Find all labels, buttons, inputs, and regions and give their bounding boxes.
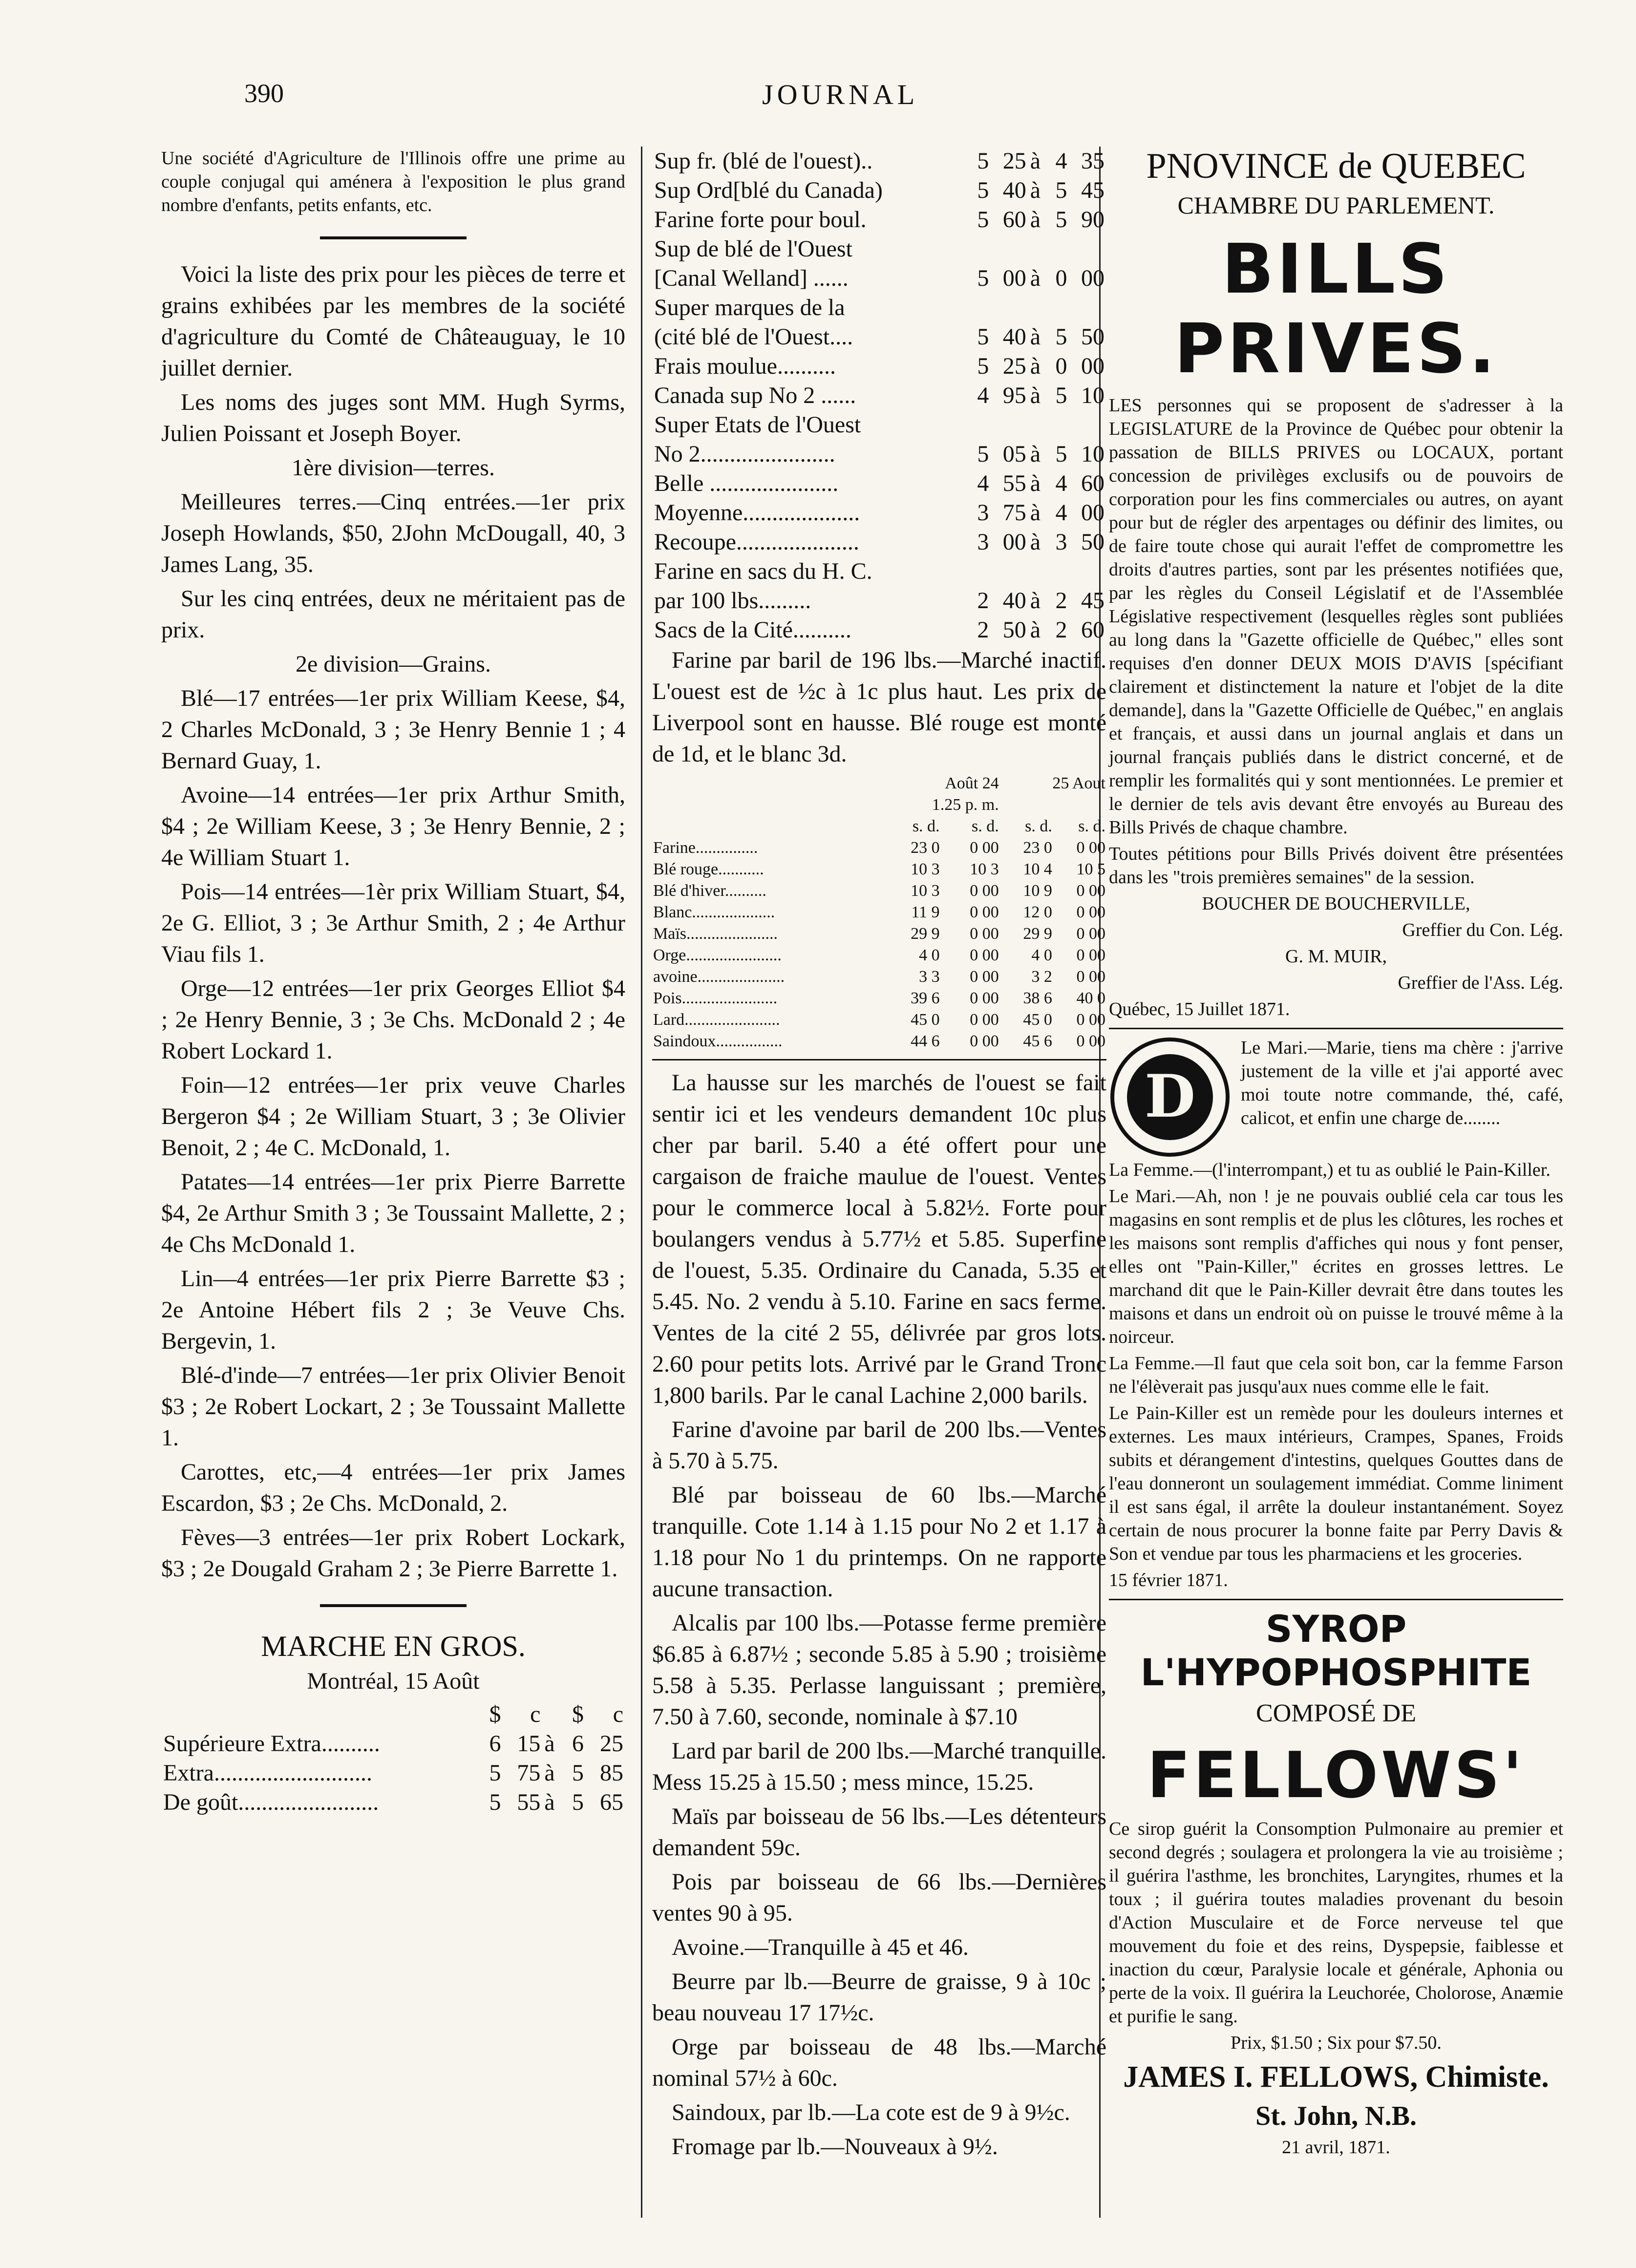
- bills-notice: Toutes pétitions pour Bills Privés doivent être présentées dans les "trois premières semaines" de la session.: [1109, 844, 1563, 888]
- perry-davis-seal-icon: [1109, 1036, 1231, 1158]
- article-para: Blé—17 entrées—1er prix William Keese, $4, 2 Charles McDonald, 3 ; 3e Henry Bennie 1 ; 4 Bernard Guay, 1.: [161, 685, 625, 774]
- table-row: Frais moulue.......... 5 25 à 0 00: [654, 353, 1105, 379]
- compose-line: COMPOSÉ DE: [1256, 1699, 1416, 1727]
- table-row: Supérieure Extra.......... 6 15 à 6 25: [163, 1731, 623, 1757]
- table-row: Recoupe..................... 3 00 à 3 50: [654, 529, 1105, 555]
- table-row: [Canal Welland] ...... 5 00 à 0 00: [654, 265, 1105, 291]
- article-para: Lard par baril de 200 lbs.—Marché tranquille. Mess 15.25 à 15.50 ; mess mince, 15.25.: [652, 1738, 1106, 1795]
- table-row: Pois....................... 39 6 0 00 38 6 40 0: [653, 989, 1105, 1007]
- article-para: Beurre par lb.—Beurre de graisse, 9 à 10c ; beau nouveau 17 17½c.: [652, 1969, 1106, 2026]
- ad-text: Le Pain-Killer est un remède pour les douleurs internes et externes. Les maux intérieurs, Crampes, Spanes, Froids subits et dérangement d'intestins, quelques Gouttes dans de l'eau donneront un soulagement immédiat. Comme liniment il est sans égal, il arrête la douleur instantanément. Soyez certain de nous procurer la bonne faite par Perry Davis & Son et vendue par tous les pharmaciens et les groceries.: [1109, 1403, 1563, 1564]
- ad-date: 15 février 1871.: [1109, 1570, 1228, 1590]
- article-para: Blé par boisseau de 60 lbs.—Marché tranquille. Cote 1.14 à 1.15 pour No 2 et 1.17 à 1.18 pour No 1 du printemps. On ne rapporte aucune transaction.: [652, 1482, 1106, 1602]
- ad-text: Le Mari.—Ah, non ! je ne pouvais oublié cela car tous les magasins en sont remplis et de plus les clôtures, les roches et les maisons sont remplis d'affiches qui nous y font penser, elles ont "Pain-Killer," écrites en grosses lettres. Le marchand dit que le Pain-Killer devrait être dans toutes les maisons et dans un endroit où on puisse le trouvé même à la noirceur.: [1109, 1186, 1563, 1347]
- column-rule: [641, 147, 642, 2218]
- province-heading: PNOVINCE de QUEBEC: [1146, 146, 1526, 186]
- article-para: Fromage par lb.—Nouveaux à 9½.: [672, 2134, 998, 2160]
- table-row: Super Etats de l'Ouest: [654, 412, 861, 438]
- table-header-row: $ c $ c: [489, 1701, 623, 1727]
- chemist-date: 21 avril, 1871.: [1282, 2137, 1390, 2158]
- table-row: Blanc.................... 11 9 0 00 12 0 0 00: [653, 903, 1105, 921]
- fellows-title: FELLOWS': [1147, 1738, 1525, 1812]
- signature: BOUCHER DE BOUCHERVILLE,: [1202, 893, 1470, 914]
- article-para: Maïs par boisseau de 56 lbs.—Les détenteurs demandent 59c.: [652, 1803, 1106, 1861]
- table-header-row: s. d. s. d. s. d. s. d.: [912, 817, 1105, 835]
- table-row: Super marques de la: [654, 295, 845, 320]
- signature-title: Greffier du Con. Lég.: [1402, 920, 1563, 940]
- table-row: Extra........................... 5 75 à 5 85: [163, 1760, 623, 1786]
- article-para: Avoine—14 entrées—1er prix Arthur Smith, $4 ; 2e William Keese, 3 ; 3e Henry Bennie, 2 ; 4e William Stuart 1.: [161, 782, 625, 870]
- page-number: 390: [244, 79, 284, 108]
- section-heading: 1ère division—terres.: [292, 455, 495, 481]
- syrop-title: SYROP L'HYPOPHOSPHITE: [1140, 1607, 1532, 1694]
- signature-title: Greffier de l'Ass. Lég.: [1398, 973, 1563, 993]
- table-row: par 100 lbs......... 2 40 à 2 45: [654, 588, 1105, 614]
- article-para: Orge par boisseau de 48 lbs.—Marché nominal 57½ à 60c.: [652, 2034, 1106, 2091]
- market-table: [161, 1700, 625, 1817]
- table-row: Sup de blé de l'Ouest: [654, 236, 852, 262]
- separator: [1109, 1599, 1563, 1600]
- separator: [320, 1604, 467, 1607]
- ad-text: Le Mari.—Marie, tiens ma chère : j'arrive justement de la ville et j'ai apporté avec moi toute notre commande, thé, café, calicot, et enfin une charge de........: [1241, 1038, 1563, 1128]
- table-row: Farine forte pour boul. 5 60 à 5 90: [654, 207, 1105, 233]
- table-row: Sup Ord[blé du Canada) 5 40 à 5 45: [654, 177, 1105, 203]
- article-para: Saindoux, par lb.—La cote est de 9 à 9½c.: [672, 2099, 1070, 2125]
- table-row: Farine en sacs du H. C.: [654, 558, 872, 584]
- article-para: Farine par baril de 196 lbs.—Marché inactif. L'ouest est de ½c à 1c plus haut. Les prix de Liverpool sont en hausse. Blé rouge est monté de 1d, et le blanc 3d.: [652, 647, 1106, 767]
- separator: [1109, 1028, 1563, 1029]
- article-para: Farine d'avoine par baril de 200 lbs.—Ventes à 5.70 à 5.75.: [652, 1417, 1106, 1474]
- painkiller-ad: [1109, 1036, 1563, 1158]
- chemist-city: St. John, N.B.: [1255, 2101, 1417, 2131]
- table-row: Blé d'hiver.......... 10 3 0 00 10 9 0 00: [653, 882, 1105, 900]
- syrop-text: Ce sirop guérit la Consomption Pulmonaire au premier et second degrés ; soulagera et prolongera la vie au troisième ; il guérira l'asthme, les bronchites, Laryngites, rhumes et la toux ; il guérira toutes maladies provenant du besoin d'Action Musculaire et de Force nerveuse tel que mouvement du foie et des reins, Dyspepsie, faiblesse et inaction du cœur, Paralysie locale et générale, Aphonia ou perte de la voix. Il guérira la Leuchorée, Cholorose, Anæmie et purifie le sang.: [1109, 1819, 1563, 2027]
- article-para: Orge—12 entrées—1er prix Georges Elliot $4 ; 2e Henry Bennie, 3 ; 3e Chs. McDonald 2 ; 4e Robert Lockard 1.: [161, 975, 625, 1064]
- section-heading: 2e division—Grains.: [296, 651, 491, 677]
- article-para: Fèves—3 entrées—1er prix Robert Lockark, $3 ; 2e Dougald Graham 2 ; 3e Pierre Barrette 1.: [161, 1525, 625, 1582]
- price-line: Prix, $1.50 ; Six pour $7.50.: [1231, 2033, 1442, 2053]
- article-para: Avoine.—Tranquille à 45 et 46.: [672, 1934, 969, 1960]
- notice-date: Québec, 15 Juillet 1871.: [1109, 999, 1290, 1019]
- article-para: Lin—4 entrées—1er prix Pierre Barrette $3 ; 2e Antoine Hébert fils 2 ; 3e Veuve Chs. Bergevin, 1.: [161, 1266, 625, 1354]
- article-para: Carottes, etc,—4 entrées—1er prix James Escardon, $3 ; 2e Chs. McDonald, 2.: [161, 1459, 625, 1516]
- article-para: Les noms des juges sont MM. Hugh Syrms, Julien Poissant et Joseph Boyer.: [161, 389, 625, 446]
- article-para: Sur les cinq entrées, deux ne méritaient pas de prix.: [161, 586, 625, 643]
- seal-letter: D: [1144, 1062, 1196, 1131]
- market-date: Montréal, 15 Août: [307, 1668, 480, 1694]
- article-para: Pois par boisseau de 66 lbs.—Dernières ventes 90 à 95.: [652, 1869, 1106, 1926]
- table-row: Belle ...................... 4 55 à 4 60: [654, 470, 1105, 496]
- separator: [320, 236, 467, 239]
- table-row: Sup fr. (blé de l'ouest).. 5 25 à 4 35: [654, 148, 1105, 174]
- table-row: Saindoux................ 44 6 0 00 45 6 0 00: [653, 1032, 1105, 1050]
- table-header-row: Août 24 25 Aout: [945, 774, 1105, 792]
- article-para: Voici la liste des prix pour les pièces de terre et grains exhibées par les membres de la société d'agriculture du Comté de Châteauguay, le 10 juillet dernier.: [161, 261, 625, 381]
- market-report: [652, 1067, 1106, 2162]
- running-head: JOURNAL: [762, 79, 919, 110]
- column-middle: [652, 147, 1106, 2165]
- table-row: Sacs de la Cité.......... 2 50 à 2 60: [654, 617, 1105, 643]
- signature: G. M. MUIR,: [1285, 946, 1387, 967]
- chambre-heading: CHAMBRE DU PARLEMENT.: [1177, 191, 1495, 219]
- article-para: La hausse sur les marchés de l'ouest se fait sentir ici et les vendeurs demandent 10c plus cher par baril. 5.40 a été offert pour une cargaison de fraiche maulue de l'ouest. Ventes pour le commerce local à 5.82½. Forte pour boulangers vendus à 5.77½ et 5.85. Superfine de l'ouest, 5.35. Ordinaire du Canada, 5.35 et 5.45. No. 2 vendu à 5.10. Farine en sacs ferme. Ventes de la cité 2 55, délivrée par gros lots. 2.60 pour petits lots. Arrivé par le Grand Tronc 1,800 barils. Par le canal Lachine 2,000 barils.: [652, 1070, 1106, 1408]
- flour-price-table: [652, 147, 1106, 645]
- separator: [652, 1059, 1106, 1060]
- table-header-row: 1.25 p. m.: [932, 796, 999, 814]
- table-row: No 2....................... 5 05 à 5 10: [654, 441, 1105, 467]
- table-row: Orge....................... 4 0 0 00 4 0 0 00: [653, 946, 1105, 964]
- bills-notice: LES personnes qui se proposent de s'adresser à la LEGISLATURE de la Province de Québec pour obtenir la passation de BILLS PRIVES ou LOCAUX, portant concession de privilèges exclusifs ou de pouvoirs de corporation pour les fins commerciales ou autres, on ayant pour but de régler des arpentages ou définir des limites, ou de faire toute chose qui aurait l'effet de compromettre les droits d'autres parties, sont par les présentes notifiées que, par les règles du Conseil Législatif et de l'Assemblée Législative respectivement (lesquelles règles sont publiées au long dans la "Gazette officielle de Québec," elles sont requises d'en donner DEUX MOIS D'AVIS [spécifiant clairement et distinctement la nature et l'objet de la dite demande], dans la "Gazette Officielle de Québec," en anglais et français, et aussi dans un journal anglais et dans un journal français publiés dans le district concerné, et de remplir les formalités qui y sont mentionnées. Le premier et le dernier de tels avis devant être envoyés au Bureau des Bills Privés de chaque chambre.: [1109, 395, 1563, 838]
- article-para: Patates—14 entrées—1er prix Pierre Barrette $4, 2e Arthur Smith 3 ; 3e Toussaint Mallette, 2 ; 4e Chs McDonald 1.: [161, 1169, 625, 1257]
- market-title: MARCHE EN GROS.: [261, 1630, 526, 1662]
- article-para: Blé-d'inde—7 entrées—1er prix Olivier Benoit $3 ; 2e Robert Lockart, 2 ; 3e Toussaint Mallette 1.: [161, 1362, 625, 1451]
- table-row: Lard....................... 45 0 0 00 45 0 0 00: [653, 1011, 1105, 1029]
- ad-text: La Femme.—(l'interrompant,) et tu as oublié le Pain-Killer.: [1109, 1160, 1551, 1180]
- article-para: Meilleures terres.—Cinq entrées.—1er prix Joseph Howlands, $50, 2John McDougall, 40, 3 James Lang, 35.: [161, 489, 625, 577]
- table-row: De goût........................ 5 55 à 5 65: [163, 1789, 623, 1815]
- intro-note: Une société d'Agriculture de l'Illinois offre une prime au couple conjugal qui aménera à l'exposition le plus grand nombre d'enfants, petits enfants, etc.: [161, 148, 625, 215]
- column-right: [1109, 147, 1563, 2162]
- table-row: Moyenne.................... 3 75 à 4 00: [654, 500, 1105, 526]
- bills-title: BILLS PRIVES.: [1174, 230, 1498, 389]
- article-para: Alcalis par 100 lbs.—Potasse ferme première $6.85 à 6.87½ ; seconde 5.85 à 5.90 ; troisième 5.58 à 5.35. Perlasse languissant ; première, 7.50 à 7.60, seconde, nominale à $7.10: [652, 1610, 1106, 1730]
- table-row: (cité blé de l'Ouest.... 5 40 à 5 50: [654, 324, 1105, 350]
- article-para: Foin—12 entrées—1er prix veuve Charles Bergeron $4 ; 2e William Stuart, 3 ; 3e Olivier Benoit, 2 ; 4e C. McDonald, 1.: [161, 1072, 625, 1161]
- ad-text: La Femme.—Il faut que cela soit bon, car la femme Farson ne l'élèverait pas jusqu'aux nues comme elle le fait.: [1109, 1353, 1563, 1397]
- column-left: [161, 147, 625, 1817]
- article-para: Pois—14 entrées—1èr prix William Stuart, $4, 2e G. Elliot, 3 ; 3e Arthur Smith, 2 ; 4e Arthur Viau fils 1.: [161, 879, 625, 967]
- table-row: Farine............... 23 0 0 00 23 0 0 00: [653, 839, 1105, 857]
- liverpool-quote-table: [652, 773, 1106, 1052]
- table-row: avoine..................... 3 3 0 00 3 2 0 00: [653, 968, 1105, 986]
- table-row: Maïs...................... 29 9 0 00 29 9 0 00: [653, 925, 1105, 943]
- table-row: Blé rouge........... 10 3 10 3 10 4 10 5: [653, 860, 1105, 878]
- chemist-name: JAMES I. FELLOWS, Chimiste.: [1123, 2060, 1549, 2094]
- table-row: Canada sup No 2 ...... 4 95 à 5 10: [654, 382, 1105, 408]
